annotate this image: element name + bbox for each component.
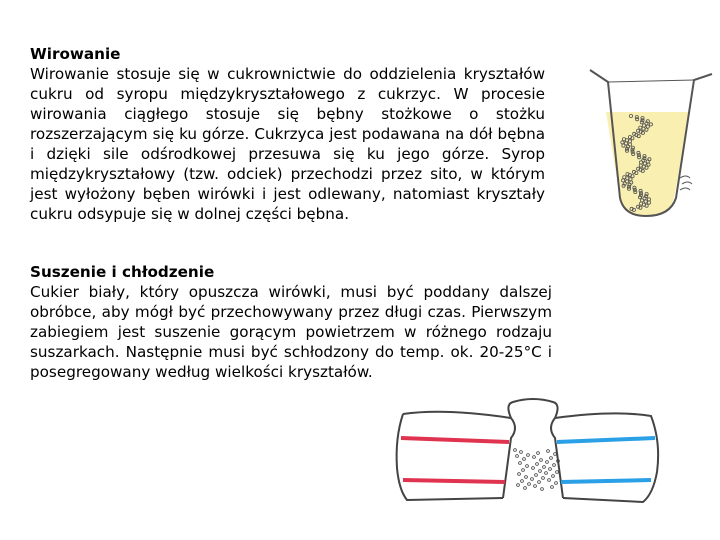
crystal-speck xyxy=(547,450,550,453)
paragraph-line: kryształy cukru odsypuje się w dolnej części bębna. xyxy=(30,185,545,223)
crystal-speck xyxy=(535,474,538,477)
crystal-speck xyxy=(537,452,540,455)
crystal-speck xyxy=(546,461,549,464)
paragraph-line: rozszerzającym się ku górze. Cukrzyca jest podawana na dół xyxy=(30,125,493,143)
crystal-speck xyxy=(518,473,521,476)
section-paragraph xyxy=(30,64,545,224)
crystal-speck xyxy=(528,483,531,486)
paragraph-line: Syrop międzykryształowy (tzw. odciek) przechodzi przez sito, w xyxy=(30,145,545,183)
crystal-speck xyxy=(553,464,556,467)
paragraph-line: którym jest wyłożony bęben wirówki i jest odlewany, natomiast xyxy=(30,165,545,203)
crystal-speck xyxy=(545,472,548,475)
crystal-speck xyxy=(556,471,559,474)
crystal-speck xyxy=(532,467,535,470)
section-wirowanie xyxy=(30,44,545,224)
crystal-speck xyxy=(525,476,528,479)
crystal-speck xyxy=(527,454,530,457)
crystal-speck xyxy=(539,470,542,473)
centrifuge-drum-illustration xyxy=(584,66,714,236)
paragraph-line: cukru od syropu międzykryształowego z cukrzyc. W procesie xyxy=(30,85,545,103)
crystal-speck xyxy=(550,457,553,460)
crystal-speck xyxy=(543,466,546,469)
paragraph-line: obróbce, aby mógł być przechowywany przez długi czas. xyxy=(30,303,466,321)
section-paragraph xyxy=(30,282,552,382)
section-heading: Wirowanie xyxy=(30,45,121,63)
crystal-speck xyxy=(533,456,536,459)
paragraph-line: Wirowanie stosuje się w cukrownictwie do oddzielenia kryształów xyxy=(30,65,545,83)
crystal-speck xyxy=(554,453,557,456)
crystal-speck xyxy=(519,462,522,465)
crystal-speck xyxy=(551,486,554,489)
crystal-speck xyxy=(552,475,555,478)
paragraph-line: różnego rodzaju suszarkach. Następnie musi być schłodzony do xyxy=(30,323,553,361)
crystal-speck xyxy=(541,488,544,491)
crystal-speck xyxy=(521,480,524,483)
crystal-speck xyxy=(524,487,527,490)
crystal-speck xyxy=(555,482,558,485)
paragraph-line: temp. ok. 20-25°C i posegregowany według wielkości kryształów. xyxy=(30,343,553,381)
crystal-speck xyxy=(522,469,525,472)
crystal-speck xyxy=(549,468,552,471)
paragraph-line: bębna i dzięki sile odśrodkowej przesuwa się ku jego górze. xyxy=(30,125,546,163)
crystal-speck xyxy=(523,458,526,461)
crystal-speck xyxy=(514,449,517,452)
crystal-speck xyxy=(534,485,537,488)
crystal-speck xyxy=(538,481,541,484)
paragraph-line: Cukier biały, który opuszcza wirówki, musi być poddany dalszej xyxy=(30,283,552,301)
crystal-speck xyxy=(526,465,529,468)
crystal-speck xyxy=(548,479,551,482)
crystal-speck xyxy=(520,451,523,454)
crystal-speck xyxy=(531,478,534,481)
crystal-speck xyxy=(536,463,539,466)
crystal-speck xyxy=(540,459,543,462)
paragraph-line: wirowania ciągłego stosuje się bębny stożkowe o stożku xyxy=(30,105,545,123)
section-heading: Suszenie i chłodzenie xyxy=(30,263,215,281)
crystal-speck xyxy=(542,477,545,480)
section-suszenie xyxy=(30,262,552,382)
crystal-speck xyxy=(517,484,520,487)
crystal-speck xyxy=(516,455,519,458)
sugar-dryer-illustration xyxy=(385,398,665,540)
paragraph-line: Pierwszym zabiegiem jest suszenie gorącym powietrzem w xyxy=(30,303,552,341)
